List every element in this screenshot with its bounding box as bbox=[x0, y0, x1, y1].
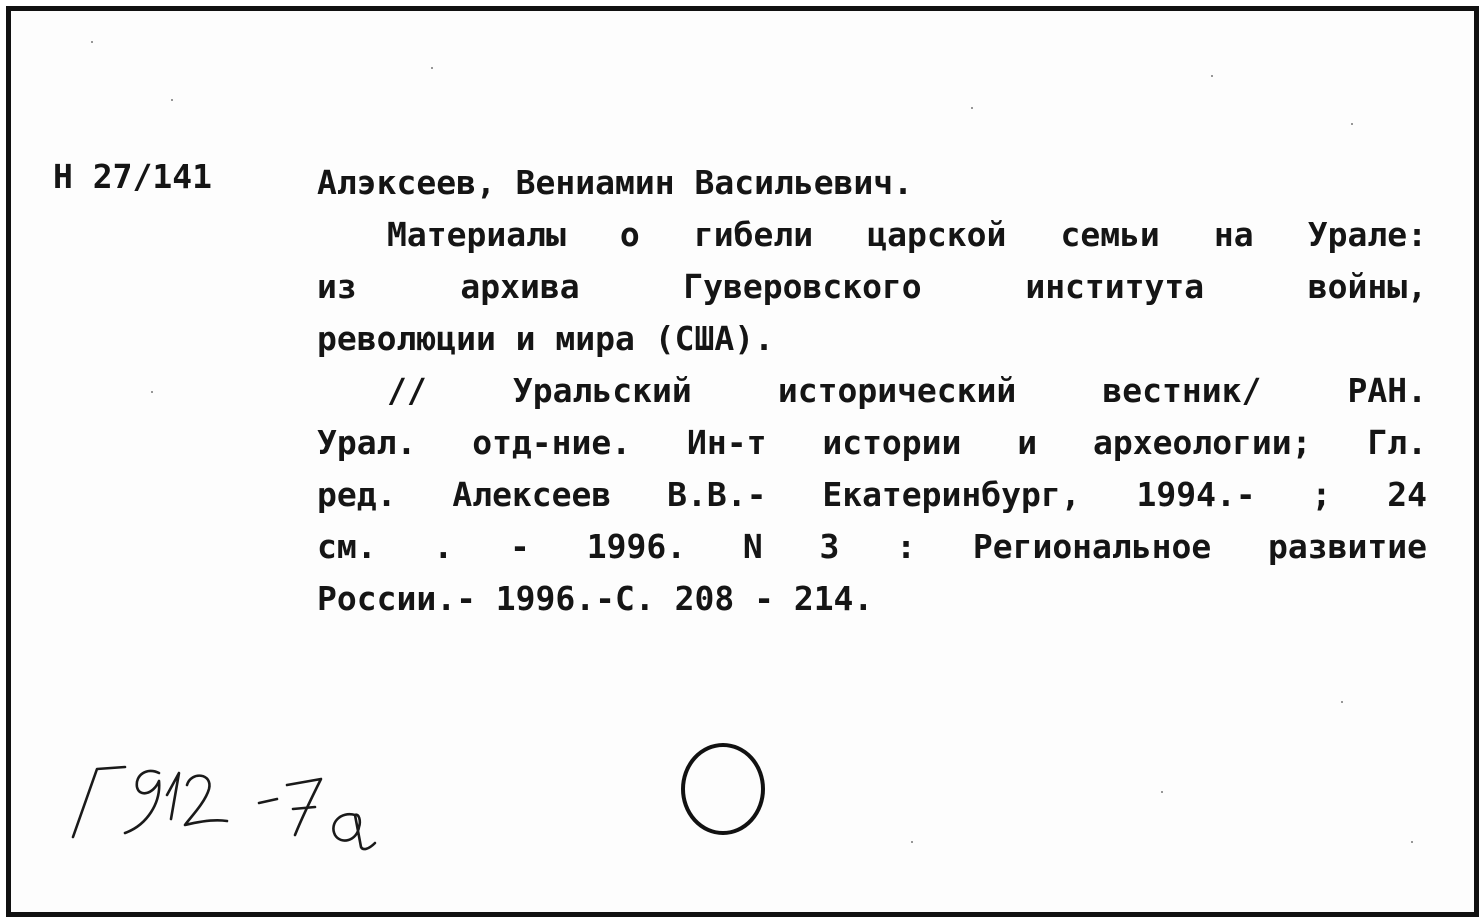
scan-speck bbox=[1411, 841, 1413, 843]
source-line: Урал. отд-ние. Ин-т истории и археологии; Гл. bbox=[317, 423, 1427, 462]
scan-speck bbox=[1161, 791, 1163, 793]
source-line: см. . - 1996. N 3 : Региональное развитие bbox=[317, 527, 1427, 566]
scan-speck bbox=[151, 391, 153, 393]
scan-speck bbox=[1211, 75, 1213, 77]
bibliographic-entry bbox=[317, 157, 1427, 625]
scan-speck bbox=[971, 107, 973, 109]
call-number: Н 27/141 bbox=[53, 157, 212, 196]
scan-speck bbox=[911, 841, 913, 843]
title-line: из архива Гуверовского института войны, bbox=[317, 267, 1427, 306]
punch-hole-icon bbox=[677, 739, 769, 839]
source-line: России.- 1996.-С. 208 - 214. bbox=[317, 579, 874, 618]
catalog-card bbox=[6, 6, 1479, 917]
scan-speck bbox=[171, 99, 173, 101]
scan-speck bbox=[1341, 701, 1343, 703]
scan-speck bbox=[1351, 123, 1353, 125]
scan-speck bbox=[91, 41, 93, 43]
title-line: Материалы о гибели царской семьи на Урале: bbox=[387, 215, 1427, 254]
title-line: революции и мира (США). bbox=[317, 319, 774, 358]
source-line: ред. Алексеев В.В.- Екатеринбург, 1994.- ; 24 bbox=[317, 475, 1427, 514]
scan-speck bbox=[431, 67, 433, 69]
handwritten-shelfmark bbox=[63, 751, 403, 861]
author-heading: Алэксеев, Вениамин Васильевич. bbox=[317, 163, 914, 202]
source-line: // Уральский исторический вестник/ РАН. bbox=[387, 371, 1427, 410]
